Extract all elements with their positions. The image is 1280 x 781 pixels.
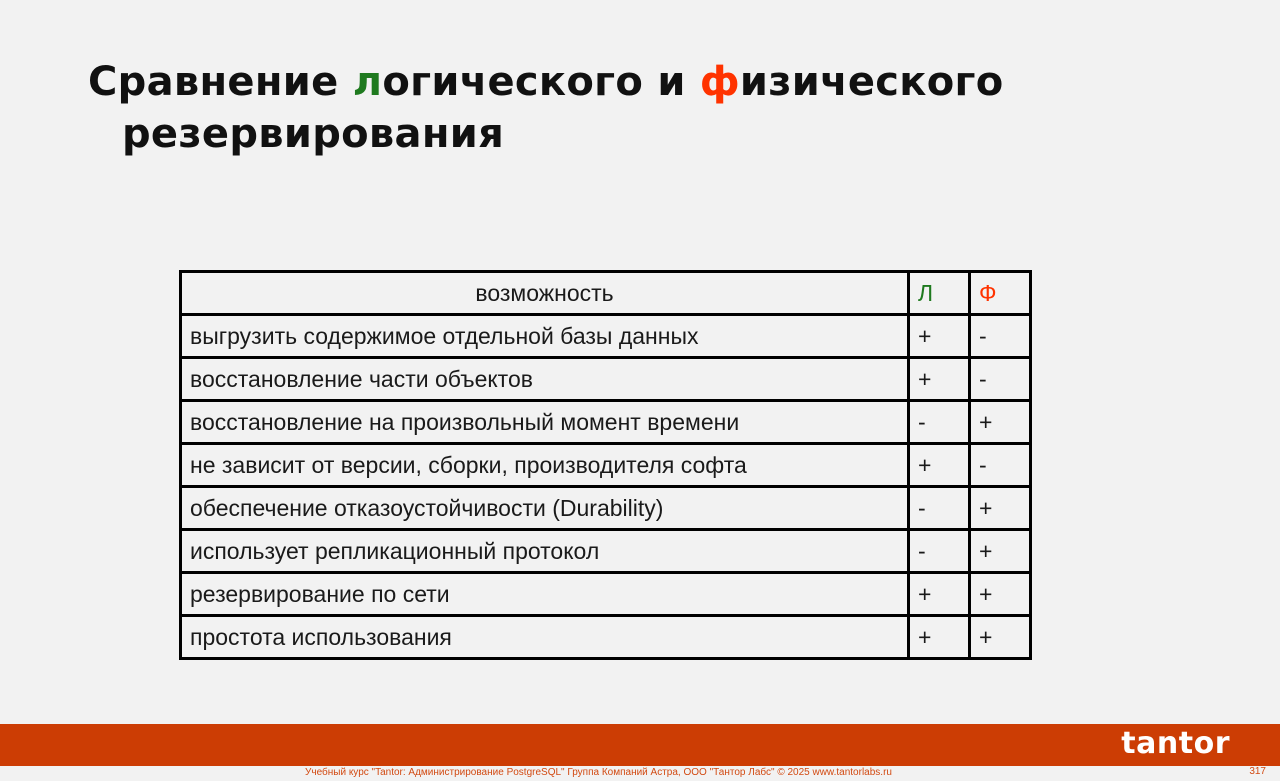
row-physical: + <box>970 616 1031 659</box>
table-row <box>181 401 1031 444</box>
title-line2: резервирования <box>122 111 505 157</box>
row-logical: + <box>909 573 970 616</box>
table-header-row <box>181 272 1031 315</box>
row-physical: - <box>970 315 1031 358</box>
table-row <box>181 616 1031 659</box>
header-physical: Ф <box>970 272 1031 315</box>
row-physical: + <box>970 401 1031 444</box>
row-feature: восстановление на произвольный момент времени <box>181 401 909 444</box>
footer-band <box>0 724 1280 766</box>
row-physical: - <box>970 358 1031 401</box>
header-logical: Л <box>909 272 970 315</box>
title-highlight-logical: л <box>352 59 383 105</box>
table-row <box>181 444 1031 487</box>
row-logical: + <box>909 358 970 401</box>
table-row <box>181 358 1031 401</box>
page-number: 317 <box>1249 766 1266 777</box>
title-part1: Сравнение <box>88 59 353 105</box>
table-row <box>181 573 1031 616</box>
table-row <box>181 315 1031 358</box>
row-logical: - <box>909 487 970 530</box>
row-logical: + <box>909 444 970 487</box>
row-feature: не зависит от версии, сборки, производителя софта <box>181 444 909 487</box>
title-highlight-physical: ф <box>699 59 740 105</box>
row-feature: резервирование по сети <box>181 573 909 616</box>
row-logical: - <box>909 530 970 573</box>
row-logical: + <box>909 315 970 358</box>
comparison-table <box>179 270 1032 660</box>
row-physical: + <box>970 530 1031 573</box>
row-physical: - <box>970 444 1031 487</box>
table-row <box>181 487 1031 530</box>
row-logical: - <box>909 401 970 444</box>
row-feature: обеспечение отказоустойчивости (Durability) <box>181 487 909 530</box>
row-feature: простота использования <box>181 616 909 659</box>
row-physical: + <box>970 487 1031 530</box>
row-feature: выгрузить содержимое отдельной базы данных <box>181 315 909 358</box>
header-feature: возможность <box>181 272 909 315</box>
slide-title <box>88 56 1004 160</box>
table-row <box>181 530 1031 573</box>
title-part3: изического <box>739 59 1004 105</box>
footer-copyright: Учебный курс "Tantor: Администрирование PostgreSQL" Группа Компаний Астра, ООО "Тантор Лабс" © 2025 www.tantorlabs.ru <box>305 767 892 778</box>
tantor-logo: tantor <box>1121 726 1230 761</box>
row-logical: + <box>909 616 970 659</box>
row-physical: + <box>970 573 1031 616</box>
title-part2: огического и <box>382 59 700 105</box>
row-feature: использует репликационный протокол <box>181 530 909 573</box>
row-feature: восстановление части объектов <box>181 358 909 401</box>
